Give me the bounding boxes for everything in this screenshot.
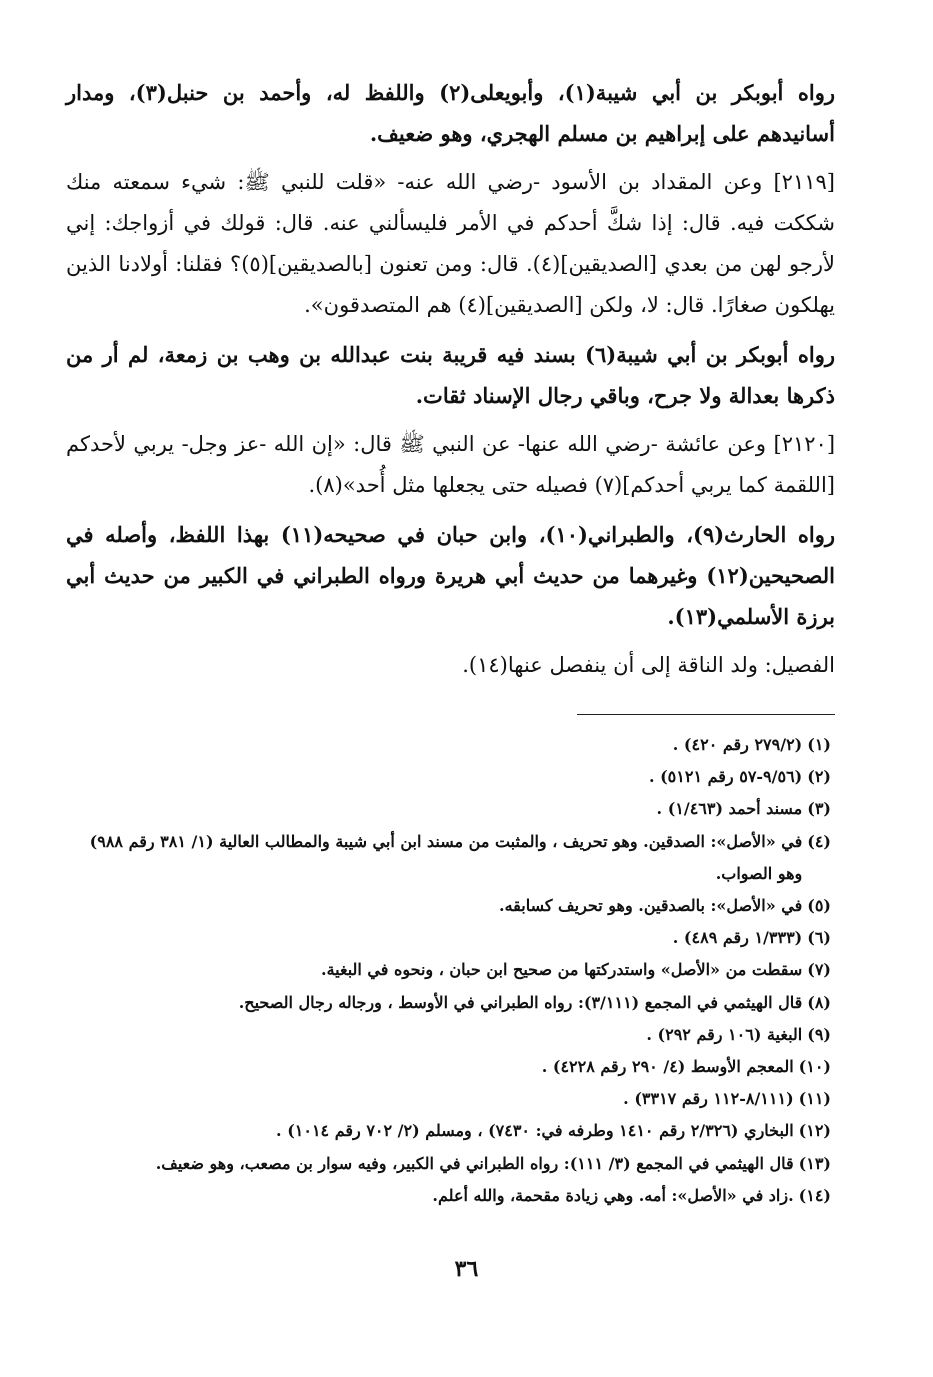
footnote: [66, 826, 831, 890]
paragraph-hadith-2120: [٢١٢٠] وعن عائشة -رضي الله عنها- عن النبي ﷺ قال: «إن الله -عز وجل- يربي لأحدكم [اللقمة كما يربي أحدكم](٧) فصيله حتى يجعلها مثل أُحد»(٨).: [66, 432, 836, 497]
footnote: [66, 987, 831, 1019]
footnote-number: (١١): [798, 1089, 831, 1109]
footnote-number: (١٤): [798, 1185, 831, 1205]
footnote: [66, 890, 831, 922]
paragraph-narration-2: رواه أبوبكر بن أبي شيبة(٦) بسند فيه قريبة بنت عبدالله بن وهب بن زمعة، لم أر من ذكرها بعدالة ولا جرح، وباقي رجال الإسناد ثقات.: [66, 342, 835, 408]
footnote: [66, 793, 831, 825]
footnote-number: (١): [807, 735, 831, 754]
footnote-text: .زاد في «الأصل»: أمه. وهي زيادة مقحمة، والله أعلم.: [432, 1185, 794, 1205]
footnote-text: في «الأصل»: بالصدقين. وهو تحريف كسابقه.: [499, 896, 803, 916]
main-text: [66, 72, 835, 686]
paragraph-definition: الفصيل: ولد الناقة إلى أن ينفصل عنها(١٤).: [462, 653, 835, 677]
footnote: [66, 1019, 831, 1051]
footnote-text: المعجم الأوسط (٤/ ٢٩٠ رقم ٤٢٢٨) .: [541, 1057, 794, 1077]
footnote-number: (٨): [807, 992, 831, 1012]
footnote-text: في «الأصل»: الصدقين. وهو تحريف ، والمثبت من مسند ابن أبي شيبة والمطالب العالية (١/ ٣٨١ رقم ٩٨٨) وهو الصواب.: [89, 831, 803, 883]
footnote: [66, 1051, 831, 1083]
footnote-text: (٩/٥٦-٥٧ رقم ٥١٢١) .: [648, 767, 803, 787]
footnote-text: البغية (١٠٦ رقم ٢٩٢) .: [646, 1024, 803, 1044]
footnote: [66, 1115, 831, 1147]
paragraph-narration-3: رواه الحارث(٩)، والطبراني(١٠)، وابن حبان في صحيحه(١١) بهذا اللفظ، وأصله في الصحيحين(١٢) وغيرهما من حديث أبي هريرة ورواه الطبراني في الكبير من حديث أبي برزة الأسلمي(١٣).: [66, 522, 836, 629]
footnote: [66, 729, 831, 761]
footnote-text: قال الهيثمي في المجمع (٣/١١١): رواه الطبراني في الأوسط ، ورجاله رجال الصحيح.: [238, 992, 803, 1012]
footnote-text: سقطت من «الأصل» واستدركتها من صحيح ابن حبان ، ونحوه في البغية.: [321, 960, 803, 980]
footnote-text: قال الهيثمي في المجمع (٣/ ١١١): رواه الطبراني في الكبير، وفيه سوار بن مصعب، وهو ضعيف.: [155, 1153, 794, 1173]
footnote-number: (٤): [807, 831, 831, 851]
footnote-number: (٥): [807, 896, 831, 916]
footnote-number: (٩): [807, 1024, 831, 1044]
footnotes: [66, 729, 835, 1212]
footnote-number: (١٣): [798, 1153, 831, 1173]
paragraph-hadith-2119: [٢١١٩] وعن المقداد بن الأسود -رضي الله عنه- «قلت للنبي ﷺ: شيء سمعته منك شككت فيه. قال: إذا شكَّ أحدكم في الأمر فليسألني عنه. قال: قولك في أزواجك: إني لأرجو لهن من بعدي [الصديقين](٤). قال: ومن تعنون [بالصديقين](٥)؟ فقلنا: أولادنا الذين يهلكون صغارًا. قال: لا، ولكن [الصديقين](٤) هم المتصدقون».: [66, 170, 836, 317]
footnote-number: (١٠): [798, 1057, 831, 1077]
footnote: [66, 761, 831, 793]
footnote-separator: [577, 714, 835, 715]
page-number: ٣٦: [454, 1256, 479, 1282]
footnote: [66, 922, 831, 954]
footnote: [66, 954, 831, 986]
footnote-number: (٧): [807, 960, 831, 980]
paragraph-narration-1: رواه أبوبكر بن أبي شيبة(١)، وأبويعلى(٢) واللفظ له، وأحمد بن حنبل(٣)، ومدار أسانيدهم على إبراهيم بن مسلم الهجري، وهو ضعيف.: [66, 80, 835, 146]
footnote-number: (٦): [807, 928, 831, 948]
footnote: [66, 1180, 831, 1212]
footnote-text: (١/٣٣٣ رقم ٤٨٩) .: [672, 928, 803, 948]
footnote-number: (٢): [807, 767, 831, 787]
footnote: [66, 1083, 831, 1115]
footnote-text: مسند أحمد (١/٤٦٣) .: [656, 799, 803, 819]
footnote-text: (٢٧٩/٢ رقم ٤٢٠) .: [672, 735, 803, 754]
footnote: [66, 1148, 831, 1180]
footnote-text: البخاري (٢/٣٢٦ رقم ١٤١٠ وطرفه في: ٧٤٣٠) ، ومسلم (٢/ ٧٠٢ رقم ١٠١٤) .: [276, 1121, 794, 1141]
footnote-text: (٨/١١١-١١٢ رقم ٣٣١٧) .: [623, 1089, 794, 1109]
footnote-number: (٣): [807, 799, 831, 819]
footnote-number: (١٢): [798, 1121, 831, 1141]
